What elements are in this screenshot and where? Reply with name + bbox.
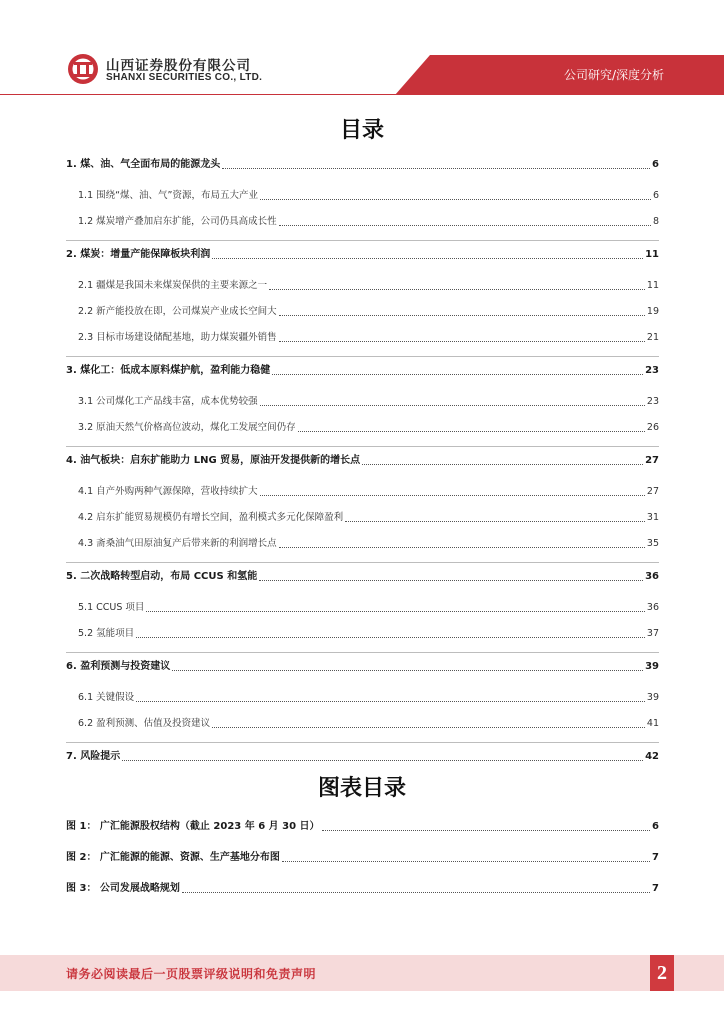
toc-section-entry[interactable] [66,717,659,731]
toc-section-entry[interactable] [66,485,659,499]
toc-entry-title: 6. 盈利预测与投资建议 [66,661,171,672]
toc-section-entry[interactable] [66,189,659,203]
dot-leader [298,431,645,432]
toc-chapter-entry[interactable] [66,570,659,584]
dot-leader [212,727,645,728]
toc-section-entry[interactable] [66,331,659,345]
toc-entry-title: 5. 二次战略转型启动，布局 CCUS 和氢能 [66,571,258,582]
dot-leader [260,405,645,406]
figure-entry-title: 图 3： 公司发展战略规划 [66,883,180,894]
toc-entry-page: 6 [652,159,659,170]
toc-entry-page: 37 [646,628,659,639]
toc-entry-page: 19 [646,306,659,317]
toc-section-entry[interactable] [66,627,659,641]
toc-title: 目录 [339,118,384,143]
figure-entry-page: 7 [652,883,659,894]
dot-leader [279,341,645,342]
toc-entry-page: 26 [646,422,659,433]
section-divider [66,652,659,653]
figure-entry-title: 图 1： 广汇能源股权结构（截止 2023 年 6 月 30 日） [66,821,320,832]
toc-entry-page: 36 [645,571,659,582]
dot-leader [182,892,650,893]
toc-section-entry[interactable] [66,691,659,705]
toc-chapter-entry[interactable] [66,158,659,172]
dot-leader [272,374,643,375]
dot-leader [260,495,645,496]
toc-entry-title: 2. 煤炭：增量产能保障板块利润 [66,249,211,260]
page-footer [0,955,724,991]
figure-entry[interactable] [66,882,659,896]
page-header [0,0,724,95]
section-divider [66,356,659,357]
toc-entry-page: 27 [645,455,659,466]
dot-leader [282,861,650,862]
section-divider [66,446,659,447]
toc-entry-page: 39 [646,692,659,703]
dot-leader [136,701,645,702]
dot-leader [212,258,643,259]
figure-entry-page: 7 [652,852,659,863]
toc-entry-page: 39 [645,661,659,672]
toc-chapter-entry[interactable] [66,454,659,468]
figure-entry-page: 6 [652,821,659,832]
toc-section-entry[interactable] [66,215,659,229]
dot-leader [279,547,645,548]
toc-entry-title: 4.1 自产外购两种气源保障，营收持续扩大 [78,486,258,497]
dot-leader [259,580,643,581]
dot-leader [269,289,645,290]
figure-entry[interactable] [66,851,659,865]
figure-list-title: 图表目录 [317,776,406,801]
toc-entry-page: 41 [646,718,659,729]
toc-section-entry[interactable] [66,601,659,615]
toc-entry-page: 6 [652,190,659,201]
dot-leader [322,830,651,831]
toc-entry-title: 2.1 疆煤是我国未来煤炭保供的主要来源之一 [78,280,268,291]
toc-chapter-entry[interactable] [66,364,659,378]
toc-entry-title: 1.2 煤炭增产叠加启东扩能，公司仍具高成长性 [78,216,277,227]
toc-entry-title: 4.3 斋桑油气田原油复产后带来新的利润增长点 [78,538,277,549]
toc-entry-title: 7. 风险提示 [66,751,121,762]
toc-entry-title: 4.2 启东扩能贸易规模仍有增长空间，盈利模式多元化保障盈利 [78,512,344,523]
dot-leader [279,225,651,226]
figure-entry-title: 图 2： 广汇能源的能源、资源、生产基地分布图 [66,852,280,863]
dot-leader [260,199,651,200]
brand-name-cn: 山西证券股份有限公司 [106,58,251,74]
toc-entry-title: 1. 煤、油、气全面布局的能源龙头 [66,159,221,170]
brand-name-en: SHANXI SECURITIES CO., LTD. [106,72,263,83]
toc-entry-title: 6.1 关键假设 [78,692,135,703]
toc-section-entry[interactable] [66,511,659,525]
report-category: 公司研究/深度分析 [563,68,664,82]
toc-entry-title: 2.2 新产能投放在即，公司煤炭产业成长空间大 [78,306,277,317]
footer-disclaimer: 请务必阅读最后一页股票评级说明和免责声明 [66,967,317,981]
toc-section-entry[interactable] [66,537,659,551]
figure-entry[interactable] [66,820,659,834]
section-divider [66,742,659,743]
dot-leader [122,760,643,761]
toc-entry-title: 5.1 CCUS 项目 [78,602,145,613]
toc-entry-page: 11 [646,280,659,291]
page-number: 2 [650,955,674,991]
toc-section-entry[interactable] [66,421,659,435]
toc-entry-title: 3. 煤化工：低成本原料煤护航，盈利能力稳健 [66,365,271,376]
toc-entry-page: 42 [645,751,659,762]
toc-entry-page: 23 [646,396,659,407]
dot-leader [279,315,645,316]
toc-entry-title: 1.1 围绕“煤、油、气”资源，布局五大产业 [78,190,258,201]
toc-entry-title: 3.1 公司煤化工产品线丰富，成本优势较强 [78,396,258,407]
toc-entry-title: 4. 油气板块：启东扩能助力 LNG 贸易，原油开发提供新的增长点 [66,455,361,466]
toc-section-entry[interactable] [66,279,659,293]
dot-leader [345,521,645,522]
toc-entry-page: 23 [645,365,659,376]
toc-entry-page: 21 [646,332,659,343]
company-logo-icon [67,53,99,85]
toc-entry-title: 3.2 原油天然气价格高位波动，煤化工发展空间仍存 [78,422,296,433]
dot-leader [172,670,643,671]
toc-section-entry[interactable] [66,305,659,319]
toc-chapter-entry[interactable] [66,750,659,764]
toc-entry-page: 8 [652,216,659,227]
dot-leader [362,464,643,465]
toc-entry-title: 5.2 氢能项目 [78,628,135,639]
toc-entry-title: 6.2 盈利预测、估值及投资建议 [78,718,211,729]
toc-entry-page: 11 [645,249,659,260]
dot-leader [136,637,645,638]
toc-chapter-entry[interactable] [66,248,659,262]
section-divider [66,562,659,563]
section-divider [66,240,659,241]
toc-chapter-entry[interactable] [66,660,659,674]
toc-entry-page: 36 [646,602,659,613]
dot-leader [146,611,645,612]
dot-leader [222,168,650,169]
toc-entry-page: 31 [646,512,659,523]
toc-entry-page: 35 [646,538,659,549]
toc-section-entry[interactable] [66,395,659,409]
toc-entry-page: 27 [646,486,659,497]
toc-entry-title: 2.3 目标市场建设储配基地，助力煤炭疆外销售 [78,332,277,343]
